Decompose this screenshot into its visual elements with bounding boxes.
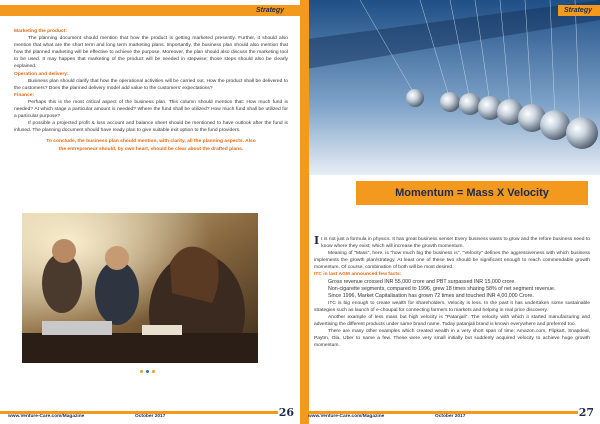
marketing-paragraph: The planning document should mention that how the product is getting marketed presently. Further, it should also mention that what are the short term and long term marketing plans. Importantly, the business plan should also mention that how the planned marketing will be effective to achieve the purpose. Moreover, the plan should also discuss the marketing tool to be used. It may happen that marketing of the product will be needed in stepwise; those steps should also be clearly explained. — [14, 36, 288, 70]
footer-date: October 2017 — [435, 414, 466, 419]
drop-cap: I — [314, 234, 320, 247]
page-number: 26 — [278, 406, 294, 419]
itc-fact: Gross revenue crossed INR 55,000 crore and PBT surpassed INR 15,000 crore. — [328, 278, 516, 285]
article-title-bar — [356, 181, 588, 205]
finance-heading: Finance: — [14, 92, 35, 98]
meaning-paragraph: Meaning of "Mass", here, is "how much big the business is". "Velocity" defines the aggressiveness with which business implements the growth plan/strategy. At least one of these two should be significant enough to reach commendable growth momentum. Of course, combination of both will be most desired. — [314, 251, 590, 271]
finance-paragraph-1: Perhaps this is the most critical aspect of the business plan. This column should mention that: How much fund is needed? At which stage a particular amount is needed? Where the fund shall be utilized? How much fund shall be utilized for a particular purpose? — [14, 99, 288, 120]
footer-website[interactable]: www.Venture-Care.com/Magazine — [8, 414, 85, 419]
finance-paragraph-2: If possible a projected profit & loss account and balance sheet should be mentioned to have outlook after the fund is infused. The planning document should have ready plan to give suitable exit option to the fund providers. — [14, 121, 288, 134]
itc-paragraph: ITC is big enough to create wealth for shareholders. Velocity is less. In the past it has undertaken some sustainable strategies such as launch of e-choupal for connecting farmers to markets and helping in real price discovery. — [314, 300, 590, 313]
page-number: 27 — [578, 406, 594, 419]
article-body-right — [314, 236, 590, 350]
operation-paragraph: Business plan should clarify that how the operational activities will be carried out. How the product shall be delivered to the customers? Does the planned delivery model add value to the customers' expectations? — [14, 78, 288, 91]
article-body-left — [14, 28, 288, 153]
left-accent-strip — [300, 0, 309, 424]
page-footer — [300, 406, 600, 420]
intro-paragraph — [314, 236, 590, 250]
dot-indicator — [146, 370, 149, 373]
operation-heading: Operation and delivery: — [14, 71, 69, 77]
itc-fact: Since 1996, Market Capitalisation has grown 72 times and touched INR 4,00,000 Crore. — [328, 292, 534, 299]
footer-website[interactable]: www.Venture-Care.com/Magazine — [308, 414, 385, 419]
right-page — [300, 0, 600, 424]
marketing-heading: Marketing the product: — [14, 29, 67, 34]
page-footer — [0, 406, 300, 420]
meeting-illustration — [22, 213, 258, 363]
examples-paragraph: There are many other examples which created wealth in a very short span of time; Amazon.com, Flipkart, Snapdeal, Paytm, Ola, Uber to name a few. These were very small initially but suddenly acquired velocity to achieve huge growth momentum. — [314, 329, 590, 349]
dot-indicator — [152, 370, 155, 373]
intro-text: t is not just a formula in physics. It has great business sense! Every business wants to grow and the refore business need to know where they exist; which will increase the growth momentum. — [321, 237, 590, 250]
article-title: Momentum = Mass X Velocity — [395, 187, 549, 199]
section-label: Strategy — [558, 5, 600, 16]
conclusion-text: To conclude, the business plan should mention, with clarity, all the planning aspects. Also the entrepreneur should, by own heart, should be clear about the drafted plans. — [46, 139, 256, 152]
dot-indicator — [140, 370, 143, 373]
section-label: Strategy — [250, 5, 292, 16]
business-meeting-photo — [22, 213, 258, 363]
itc-fact: Non-cigarette segments, compared to 1996, grew 18 times sharing 58% of net segment revenue. — [328, 285, 556, 292]
patanjali-paragraph: Another example of less mass but high velocity is "Patanjali". The velocity with which it started manufacturing and advertising the different products under same brand name. Today patanjali brand is known everywhere and preferred too. — [314, 315, 590, 328]
footer-date: October 2017 — [135, 414, 166, 419]
carousel-dots — [140, 370, 155, 373]
cradle-illustration — [300, 0, 600, 175]
newtons-cradle-image — [300, 0, 600, 175]
itc-subheading: ITC in last AGM announced few facts: — [314, 272, 402, 278]
